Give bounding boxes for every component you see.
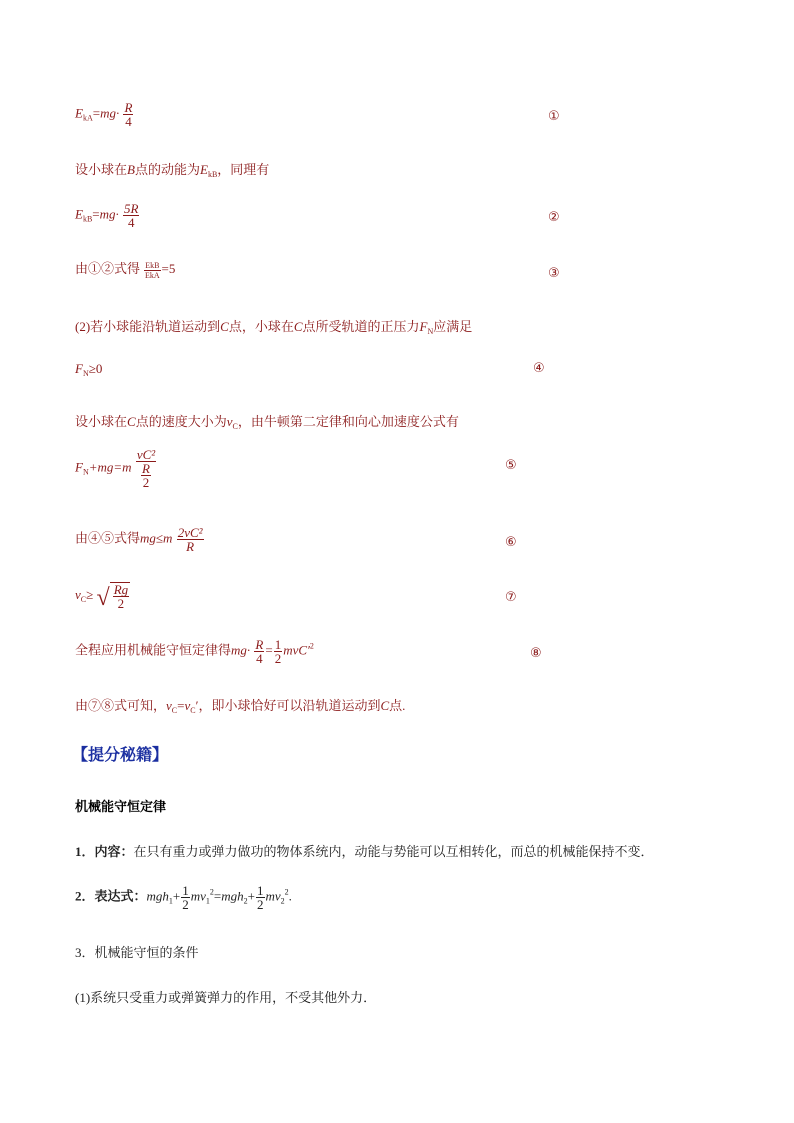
text-line-5: 设小球在C点的速度大小为$v_C$，由牛顿第二定律和向心加速度公式有 <box>75 414 459 431</box>
content-item-2: 2．表达式：mgh$_1$+ $\frac{1}{2}$ $mv_1^2=mgh_2+$ $\frac{1}{2}$ $mv_2^2$. <box>75 883 292 912</box>
equation-8: 全程应用机械能守恒定律得mg· $\frac{R}{4}$ = $\frac{1}{2}$ $mvC'^2$ <box>75 637 314 666</box>
section-subheading: 机械能守恒定律 <box>75 800 167 815</box>
content-item-1: 1．内容：在只有重力或弹力做功的物体系统内，动能与势能可以互相转化，而总的机械能保持不变． <box>75 844 654 859</box>
content-item-4: (1)系统只受重力或弹簧弹力的作用，不受其他外力． <box>75 990 377 1005</box>
equation-4: $F_N\ge 0$ <box>75 361 103 378</box>
section-heading: 【提分秘籍】 <box>72 745 169 764</box>
equation-tag-7: ⑦ <box>505 590 517 605</box>
equation-7: $v_C\ge$ √ $\frac{Rg}{2}$ <box>75 582 129 611</box>
text-line-2: 设小球在B点的动能为$E_{kB}$，同理有 <box>75 162 270 179</box>
equation-3: 由①②式得 $\frac{\text{EkB}}{\text{EkA}}$ =5 <box>75 260 176 280</box>
equation-tag-4: ④ <box>533 361 545 376</box>
equation-tag-8: ⑧ <box>530 646 542 661</box>
equation-tag-2: ② <box>548 210 560 225</box>
content-item-3: 3．机械能守恒的条件 <box>75 945 199 960</box>
equation-tag-5: ⑤ <box>505 458 517 473</box>
equation-1: $E_{kA}=mg\cdot$ $\frac{R}{4}$ <box>75 100 133 129</box>
equation-2: $E_{kB}=mg\cdot$ $\frac{5R}{4}$ <box>75 201 139 230</box>
text-line-9: 由⑦⑧式可知，$v_C=v_C'$，即小球恰好可以沿轨道运动到C点. <box>75 698 406 715</box>
equation-6: 由④⑤式得mg≤m $\frac{\text{2vC²}}{R}$ <box>75 525 203 554</box>
text-line-4: (2)若小球能沿轨道运动到C点，小球在C点所受轨道的正压力$F_N$应满足 <box>75 319 473 336</box>
equation-tag-3: ③ <box>548 266 560 281</box>
equation-tag-1: ① <box>548 109 560 124</box>
equation-tag-6: ⑥ <box>505 535 517 550</box>
equation-5: $F_N+mg=m$ $\frac{\text{vC²}}{\frac{R}{2}}$ <box>75 447 156 490</box>
